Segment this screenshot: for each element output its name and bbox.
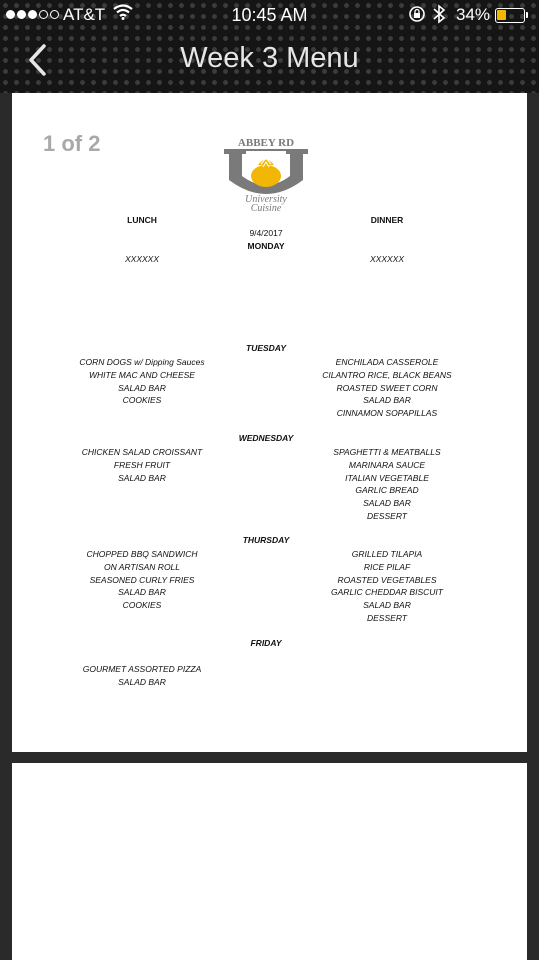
- list-item: GARLIC CHEDDAR BISCUIT: [331, 587, 443, 598]
- list-item: COOKIES: [122, 600, 162, 611]
- list-item: SPAGHETTI & MEATBALLS: [333, 447, 441, 457]
- list-item: ROASTED VEGETABLES: [337, 574, 437, 585]
- friday-lunch: [52, 663, 232, 689]
- list-item: COOKIES: [122, 395, 162, 406]
- battery-icon: [495, 8, 525, 23]
- list-item: ROASTED SWEET CORN: [336, 382, 438, 393]
- monday-dinner: [297, 253, 477, 266]
- list-item: SALAD BAR: [363, 600, 411, 611]
- list-item: CHOPPED BBQ SANDWICH: [86, 549, 198, 559]
- app-header: [0, 0, 539, 93]
- document-page-1[interactable]: [12, 93, 527, 752]
- day-wednesday: WEDNESDAY: [238, 433, 294, 443]
- thursday-dinner: [297, 548, 477, 625]
- list-item: FRESH FRUIT: [113, 459, 171, 470]
- abbey-rd-logo: [221, 136, 311, 216]
- monday-date: 9/4/2017: [249, 228, 283, 238]
- day-thursday: THURSDAY: [242, 535, 290, 545]
- list-item: GRILLED TILAPIA: [351, 549, 423, 559]
- list-item: CHICKEN SALAD CROISSANT: [81, 447, 203, 457]
- thursday-lunch: [52, 548, 232, 612]
- list-item: SALAD BAR: [118, 587, 166, 598]
- list-item: ENCHILADA CASSEROLE: [335, 357, 439, 367]
- list-item: DESSERT: [367, 510, 407, 521]
- carrier-label: AT&T: [63, 5, 106, 24]
- list-item: CILANTRO RICE, BLACK BEANS: [322, 369, 452, 380]
- list-item: CORN DOGS w/ Dipping Sauces: [79, 357, 205, 367]
- list-item: SALAD BAR: [118, 676, 166, 687]
- list-item: SALAD BAR: [118, 472, 166, 483]
- document-page-2[interactable]: [12, 763, 527, 960]
- status-bar: [0, 0, 539, 30]
- list-item: GARLIC BREAD: [355, 485, 419, 496]
- bluetooth-icon: [432, 4, 446, 29]
- svg-text:University: University: [245, 194, 287, 205]
- list-item: DESSERT: [367, 612, 407, 623]
- list-item: SEASONED CURLY FRIES: [89, 574, 195, 585]
- day-tuesday: TUESDAY: [246, 343, 286, 353]
- list-item: GOURMET ASSORTED PIZZA: [82, 664, 202, 674]
- list-item: SALAD BAR: [118, 382, 166, 393]
- day-friday: FRIDAY: [250, 638, 282, 648]
- list-item: ON ARTISAN ROLL: [103, 561, 181, 572]
- page-indicator: 1 of 2: [43, 131, 101, 156]
- list-item: MARINARA SAUCE: [348, 459, 426, 470]
- status-time: 10:45 AM: [231, 5, 308, 25]
- svg-text:ABBEY RD: ABBEY RD: [237, 137, 295, 149]
- lunch-header: LUNCH: [127, 215, 157, 225]
- monday-lunch: [52, 253, 232, 266]
- list-item: XXXXXX: [369, 254, 405, 264]
- list-item: XXXXXX: [124, 254, 160, 264]
- list-item: SALAD BAR: [363, 395, 411, 406]
- list-item: WHITE MAC AND CHEESE: [89, 369, 195, 380]
- wednesday-lunch: [52, 446, 232, 484]
- navigation-bar: [0, 30, 539, 90]
- rotation-lock-icon: [408, 5, 426, 28]
- tuesday-lunch: [52, 356, 232, 407]
- day-monday: MONDAY: [247, 241, 285, 251]
- list-item: CINNAMON SOPAPILLAS: [336, 408, 438, 419]
- list-item: RICE PILAF: [363, 561, 411, 572]
- page-title: Week 3 Menu: [180, 42, 359, 74]
- list-item: SALAD BAR: [363, 498, 411, 509]
- tuesday-dinner: [297, 356, 477, 420]
- svg-text:Cuisine: Cuisine: [250, 203, 282, 214]
- list-item: ITALIAN VEGETABLE: [345, 472, 429, 483]
- dinner-header: DINNER: [370, 215, 404, 225]
- battery-percent: 34%: [456, 5, 491, 24]
- wednesday-dinner: [297, 446, 477, 523]
